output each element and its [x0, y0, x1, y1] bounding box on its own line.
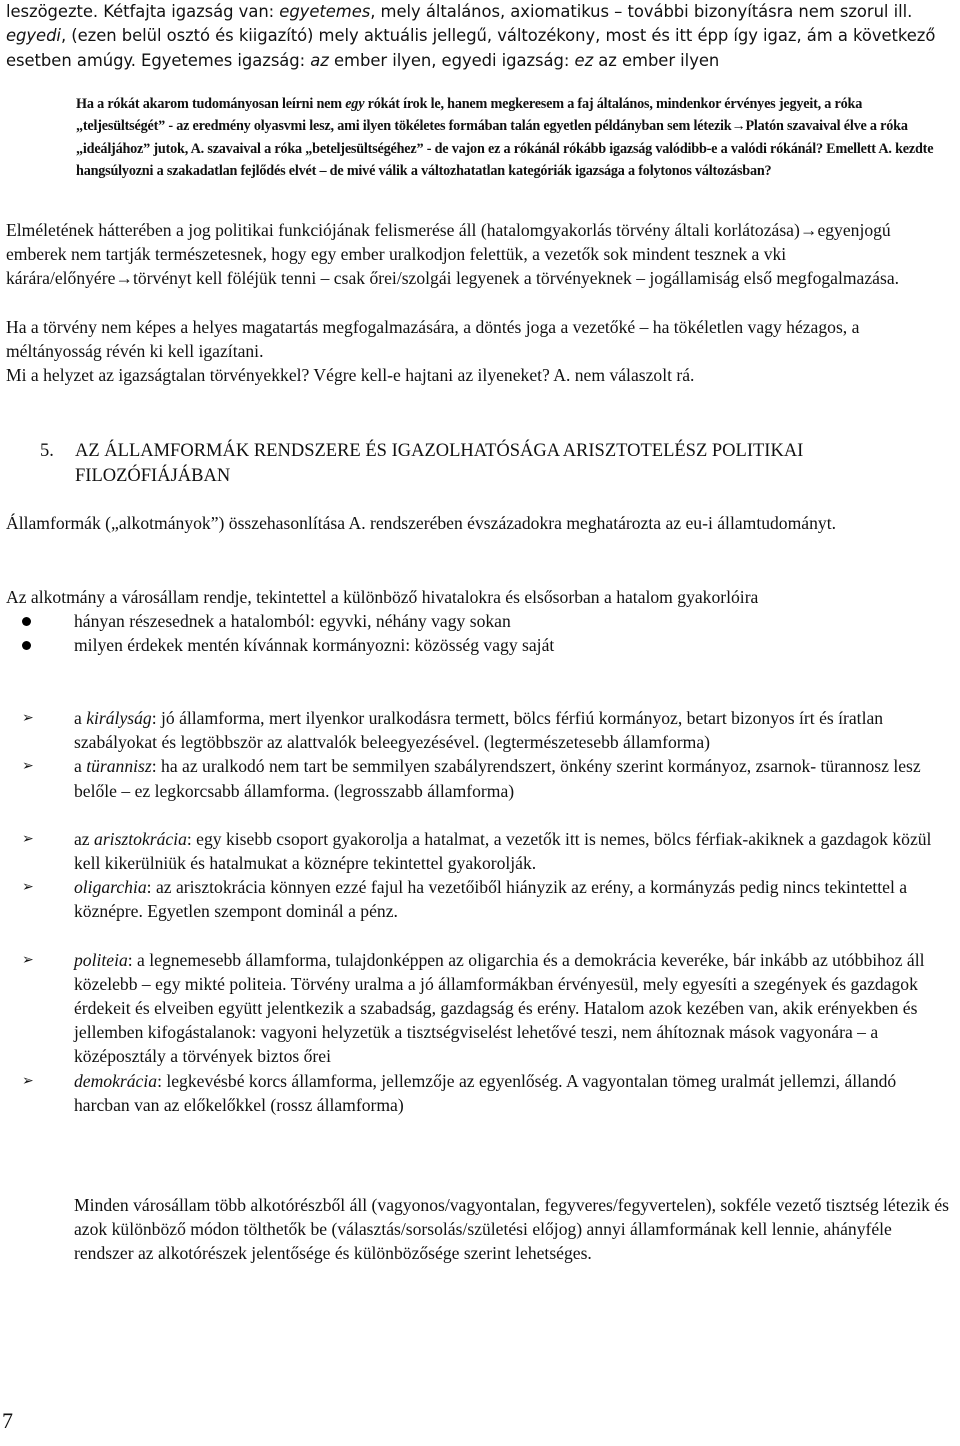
- list-item-text: oligarchia: az arisztokrácia könnyen ezzé fajul ha vezetőiből hiányzik az erény, a kormányzás pedig nincs tekintettel a köznépre. Egyetlen szempont dominál a pénz.: [74, 877, 908, 922]
- term-az: az: [310, 50, 329, 70]
- list-item-text: a királyság: jó államforma, mert ilyenkor uralkodásra termett, bölcs férfiú kormányoz, betart bizonyos írt és íratlan szabályokat és legtöbbször az alattvalók beleegyezésével. (legtermészetesebb államforma): [74, 708, 884, 753]
- criteria-list: [6, 609, 952, 657]
- intro-text: , (ezen belül osztó és kiigazító) mely aktuális jellegű, változékony, most és itt épp így igaz, ám a következő esetben amúgy. Egyetemes igazság:: [6, 26, 936, 70]
- bullet-dot-icon: [6, 609, 74, 633]
- paragraph-law-function: Elméletének hátterében a jog politikai funkciójának felismerése áll (hatalomgyakorlás törvény általi korlátozása)→egyenjogú emberek nem tartják természetesnek, hogy egy ember uralkodjon felettük, a vezetők sok mindent tesznek a vki kárára/előnyére→törvényt kell föléjük tenni – csak őrei/szolgái legyenek a törvényeknek – jogállamiság első megfogalmazása.: [6, 220, 900, 289]
- list-item-text: a türannisz: ha az uralkodó nem tart be semmilyen szabályrendszert, önkény szerint kormányoz, zsarnok- türannosz lesz belőle – ez legkorcsabb államforma. (legrosszabb államforma): [74, 756, 921, 801]
- paragraph-city-state-parts: Minden városállam több alkotórészből áll (vagyonos/vagyontalan, fegyveres/fegyvertelen), sokféle vezető tisztség létezik és azok különböző módon tölthetők be (választás/sorsolás/születési előjog) annyi államformának kell lennie, ahányféle rendszer az alkotórészek jelentősége és különbözősége szerint lehetséges.: [74, 1195, 949, 1264]
- paragraph-constitution: Az alkotmány a városállam rendje, tekintettel a különböző hivatalokra és elsősorban a hatalom gyakorlóira: [6, 587, 759, 607]
- list-item: [6, 609, 952, 633]
- state-forms-list: [6, 706, 952, 1117]
- spacer: [6, 924, 952, 948]
- term-egyetemes: egyetemes: [279, 2, 371, 21]
- list-item-oligarchia: [6, 875, 952, 923]
- bullet-dot-icon: [6, 633, 74, 657]
- list-item: [6, 633, 952, 657]
- arrowhead-bullet-icon: ➢: [22, 710, 34, 726]
- arrowhead-bullet-icon: ➢: [22, 951, 34, 968]
- quote-emphasis: egy: [345, 96, 365, 112]
- section-title: AZ ÁLLAMFORMÁK RENDSZERE ÉS IGAZOLHATÓSÁGA ARISZTOTELÉSZ POLITIKAI FILOZÓFIÁJÁBAN: [75, 441, 804, 486]
- term-egyedi: egyedi: [6, 26, 61, 46]
- arrowhead-bullet-icon: ➢: [22, 830, 34, 847]
- arrowhead-bullet-icon: ➢: [22, 879, 34, 896]
- intro-text: leszögezte. Kétfajta igazság van:: [6, 2, 280, 21]
- term-ez: ez: [574, 50, 594, 70]
- list-item-text: politeia: a legnemesebb államforma, tulajdonképpen az oligarchia és a demokrácia keveréke, bár inkább az utóbbihoz áll közelebb – egy mikté politeia. Törvény uralma a jó államformákban érvényesül, mely egyesíti a szegények és gazdagok érdekeit és elveiben együtt jelentkezik a szabadság, gazdagság és erény. Hatalom azok kezében van, akik erényekben és jellemben kifogástalanok: vagyoni helyzetük a tisztségviselést lehetővé teszi, nem áhítoznak mások vagyonára – a középosztály a törvények biztos őrei: [74, 949, 925, 1067]
- list-item-text: milyen érdekek mentén kívánnak kormányozni: közösség vagy saját: [74, 635, 555, 656]
- term-turannisz: türannisz: [86, 756, 152, 777]
- list-item-turannisz: [6, 754, 952, 802]
- list-item-text: az arisztokrácia: egy kisebb csoport gyakorolja a hatalmat, a vezetők itt is nemes, bölcs férfiak-akiknek a gazdagok közül kell kikerülniük és hatalmukat a köznépre tekintettel gyakorolják.: [74, 828, 932, 874]
- term-kiralysag: királyság: [86, 708, 152, 728]
- term-oligarchia: oligarchia: [74, 877, 147, 898]
- intro-text: , mely általános, axiomatikus – további bizonyításra nem szorul ill.: [370, 2, 913, 21]
- list-item-text: hányan részesednek a hatalomból: egyvki, néhány vagy sokan: [74, 611, 511, 631]
- intro-text: ember ilyen, egyedi igazság:: [328, 50, 575, 70]
- list-item-text: demokrácia: legkevésbé korcs államforma, jellemzője az egyenlőség. A vagyontalan tömeg uralmát jellemzi, állandó harcban van az előkelőkkel (rossz államforma): [74, 1070, 897, 1115]
- section-heading: [40, 439, 952, 488]
- quote-text: rókát írok le, hanem megkeresem a faj általános, mindenkor érvényes jegyeit, a róka „teljesültségét” - az eredmény olyasvmi lesz, ami ilyen tökéletes formában talán egyetlen példányban sem létezik→Platón szavaival élve a róka „ideáljához” jutok, A. szavaival a róka „beteljesültségéhez” - de vajon ez a rókánál rókább igazság valódibb-e a valódi rókánál? Emellett A. kezdte hangsúlyozni a szakadatlan fejlődés elvét – de mivé válik a változhatatlan kategóriák igazsága a folytonos változásban?: [76, 96, 934, 180]
- arrowhead-bullet-icon: ➢: [22, 1072, 34, 1089]
- intro-paragraph: [6, 0, 952, 73]
- list-item-politeia: [6, 948, 952, 1069]
- fox-quote: [76, 93, 954, 183]
- arrowhead-bullet-icon: ➢: [22, 758, 34, 775]
- paragraph-state-forms: Államformák („alkotmányok”) összehasonlítása A. rendszerében évszázadokra meghatározta az eu-i államtudományt.: [6, 513, 836, 533]
- quote-text: Ha a rókát akarom tudományosan leírni nem: [76, 96, 346, 112]
- list-item-demokracia: [6, 1069, 952, 1117]
- spacer: [6, 803, 952, 827]
- list-item-arisztokracia: [6, 827, 952, 875]
- paragraph-unjust-laws: Mi a helyzet az igazságtalan törvényekkel? Végre kell-e hajtani az ilyeneket? A. nem válaszolt rá.: [6, 365, 695, 385]
- term-politeia: politeia: [74, 949, 128, 970]
- term-arisztokracia: arisztokrácia: [94, 828, 187, 849]
- term-demokracia: demokrácia: [74, 1070, 158, 1091]
- paragraph-equity: Ha a törvény nem képes a helyes magatartás megfogalmazására, a döntés joga a vezetőké – ha tökéletlen vagy hézagos, a méltányosság révén ki kell igazítani.: [6, 317, 860, 362]
- list-item-kiralysag: [6, 706, 952, 754]
- section-number: 5.: [40, 441, 54, 461]
- page-number: 7: [2, 1408, 13, 1433]
- intro-text: az ember ilyen: [593, 50, 720, 70]
